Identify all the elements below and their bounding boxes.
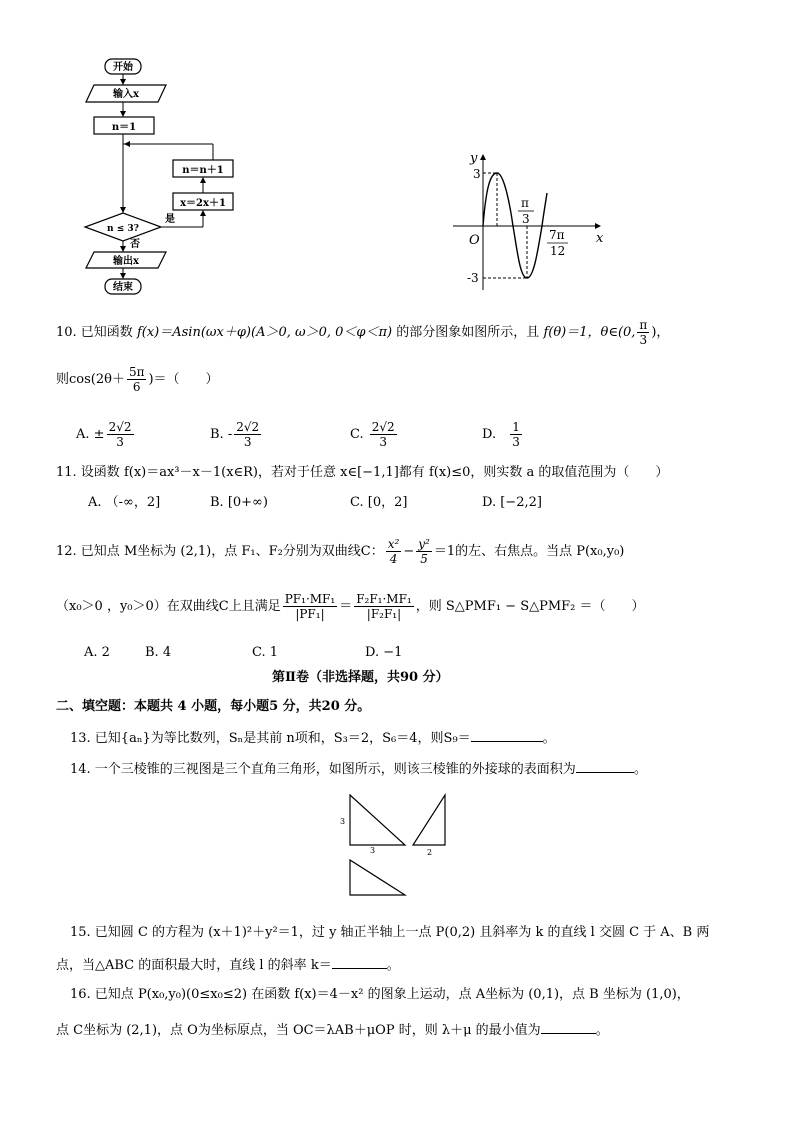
q12-vec-frac1 [283, 592, 337, 621]
top-view-triangle [350, 860, 405, 895]
side-view-triangle [413, 795, 445, 845]
q11-option-d: D. [−2,2] [482, 495, 542, 510]
flow-init-text: n＝1 [111, 122, 137, 133]
q10-option-b [210, 420, 263, 449]
flow-start-text: 开始 [113, 62, 133, 73]
q16-line2 [56, 1019, 609, 1041]
front-view-side-label: 3 [340, 817, 346, 826]
q10-option-d-num: 1 [512, 420, 520, 434]
y-axis-label: y [470, 151, 478, 166]
flowchart [76, 55, 246, 300]
q12-option-d: D. −1 [365, 645, 403, 660]
q10-option-a-frac [107, 420, 134, 449]
q10-option-b-num: 2√2 [236, 420, 260, 434]
q13-line [70, 727, 556, 749]
q11-option-a: A. （-∞，2] [88, 495, 161, 510]
q13-end: 。 [542, 731, 556, 746]
q10-cond: f(θ)＝1，θ∈(0, [543, 325, 636, 340]
flow-end-text: 结束 [113, 282, 133, 293]
flow-update-x-text: x＝2x＋1 [180, 198, 226, 209]
q10-line2 [56, 365, 219, 394]
q12-option-b: B. 4 [145, 645, 172, 660]
q12-hyper-frac2 [416, 537, 432, 566]
q14-answer-blank[interactable] [576, 758, 634, 773]
q11-option-b: B. [0+∞) [210, 495, 268, 510]
q10-option-d [482, 420, 524, 449]
flow-yes-label: 是 [165, 214, 175, 225]
q10-line2-pre: 则cos(2θ＋ [56, 372, 125, 387]
q12-hyper-den2: 5 [420, 552, 428, 566]
q16-line2-text: 点 C坐标为 (2,1)，点 O为坐标原点，当 OC＝λAB＋μOP 时，则 λ＋μ 的最小值为 [56, 1023, 541, 1038]
q10-line2-end: )＝（ ） [148, 372, 219, 387]
q11-text: 11. 设函数 f(x)＝ax³－x－1(x∈R)，若对于任意 x∈[−1,1]都有 f(x)≤0，则实数 a 的取值范围为（ ） [56, 465, 669, 480]
q12-vec-num1: PF₁·MF₁ [284, 592, 336, 606]
flow-no-label: 否 [130, 239, 140, 250]
part2-title: 第Ⅱ卷（非选择题，共90 分） [272, 670, 449, 685]
pi3-num: π [521, 196, 529, 210]
q15-line1: 15. 已知圆 C 的方程为 (x＋1)²＋y²＝1，过 y 轴正半轴上一点 P(0,2) 且斜率为 k 的直线 l 交圆 C 于 A、B 两 [70, 925, 710, 940]
q10-option-a-pm: ± [93, 427, 105, 442]
y-min-label: -3 [467, 271, 479, 285]
q10-line2-num: 5π [128, 365, 145, 379]
flow-decision-text: n ≤ 3? [107, 224, 139, 234]
q12-hyper-frac1 [386, 537, 402, 566]
q11-option-c: C. [0，2] [350, 495, 408, 510]
q15-line2 [56, 954, 400, 976]
q12-vec-num2: F₂F₁·MF₁ [356, 592, 412, 606]
q12-option-a: A. 2 [84, 645, 110, 660]
three-views [335, 790, 460, 900]
front-view-bottom-label: 3 [370, 846, 376, 855]
q10-option-c-num: 2√2 [371, 420, 395, 434]
q10-cond-num: π [639, 318, 648, 332]
q10-text1: 的部分图象如图所示，且 [396, 325, 540, 340]
q10-option-d-den: 3 [512, 435, 520, 449]
flow-output-text: 输出x [113, 256, 139, 267]
q10-cond-end: )， [651, 325, 670, 340]
q12-hyper-minus: − [403, 544, 415, 559]
q12-line2-end: ，则 S△PMF₁ − S△PMF₂ ＝（ ） [415, 599, 645, 614]
q14-end: 。 [633, 762, 647, 777]
flow-input-text: 输入x [113, 89, 139, 100]
q12-line1 [56, 537, 624, 566]
side-view-bottom-label: 2 [427, 848, 433, 857]
q10-option-c [350, 420, 399, 449]
q13-text: 13. 已知{aₙ}为等比数列，Sₙ是其前 n项和，S₃＝2，S₆＝4，则S₉＝ [70, 731, 471, 746]
flow-update-n-text: n＝n＋1 [182, 165, 224, 176]
q10-option-b-sign: - [227, 427, 233, 442]
q12-option-c: C. 1 [252, 645, 279, 660]
q10-option-b-den: 3 [243, 435, 252, 449]
origin-label: O [469, 233, 480, 248]
x-axis-label: x [596, 231, 604, 246]
q13-answer-blank[interactable] [471, 727, 543, 742]
q12-vec-frac2 [354, 592, 414, 621]
q16-line1: 16. 已知点 P(x₀,y₀)(0≤x₀≤2) 在函数 f(x)＝4－x² 的图象上运动，点 A坐标为 (0,1)，点 B 坐标为 (1,0)， [70, 987, 690, 1002]
q14-line [70, 758, 647, 780]
q10-line2-den: 6 [132, 380, 141, 394]
q15-answer-blank[interactable] [332, 954, 387, 969]
q12-hyper-num1: x² [387, 537, 400, 551]
q16-line2-end: 。 [595, 1023, 609, 1038]
q10-lead: 10. 已知函数 [56, 325, 133, 340]
sine-graph [450, 145, 615, 295]
seven-pi-den: 12 [550, 244, 566, 258]
q12-eq: ＝ [339, 599, 353, 614]
seven-pi-num: 7π [549, 228, 565, 242]
q12-line2 [56, 592, 645, 621]
front-view-triangle [350, 795, 405, 845]
q12-vec-den2: |F₂F₁| [366, 607, 402, 621]
q14-text: 14. 一个三棱锥的三视图是三个直角三角形，如图所示，则该三棱锥的外接球的表面积为 [70, 762, 576, 777]
q10-option-a-label: A. [76, 427, 90, 442]
q10-option-d-label: D. [482, 427, 497, 442]
q10-option-b-frac [234, 420, 261, 449]
pi3-den: 3 [522, 212, 530, 226]
y-max-label: 3 [473, 167, 481, 181]
q15-line2-text: 点，当△ABC 的面积最大时，直线 l 的斜率 k＝ [56, 958, 332, 973]
q10-option-b-label: B. [210, 427, 224, 442]
q15-line2-end: 。 [386, 958, 400, 973]
q12-hyper-den1: 4 [389, 552, 398, 566]
q10-option-c-frac [370, 420, 397, 449]
q10-option-d-frac [510, 420, 522, 449]
q12-vec-den1: |PF₁| [295, 607, 325, 621]
q10-option-a [76, 420, 136, 449]
q12-hyper-end: ＝1的左、右焦点。当点 P(x₀,y₀) [433, 544, 625, 559]
q12-line2-pre: （x₀＞0 ，y₀＞0）在双曲线C上且满足 [56, 599, 281, 614]
q10-func: f(x)＝Asin(ωx＋φ)(A＞0, ω＞0, 0＜φ＜π) [136, 325, 393, 340]
q12-lead: 12. 已知点 M坐标为 (2,1)，点 F₁、F₂分别为双曲线C： [56, 544, 384, 559]
q16-answer-blank[interactable] [541, 1019, 596, 1034]
q10-cond-frac [637, 318, 649, 347]
q10-cond-den: 3 [639, 333, 648, 347]
q10-option-a-den: 3 [116, 435, 124, 449]
q10-option-c-den: 3 [379, 435, 388, 449]
q10-line2-frac [127, 365, 147, 394]
q10-option-a-num: 2√2 [108, 420, 132, 434]
q10-option-c-label: C. [350, 427, 364, 442]
q12-hyper-num2: y² [418, 537, 430, 551]
section2-title: 二、填空题：本题共 4 小题，每小题5 分，共20 分。 [56, 699, 371, 714]
q10-line1 [56, 318, 669, 347]
